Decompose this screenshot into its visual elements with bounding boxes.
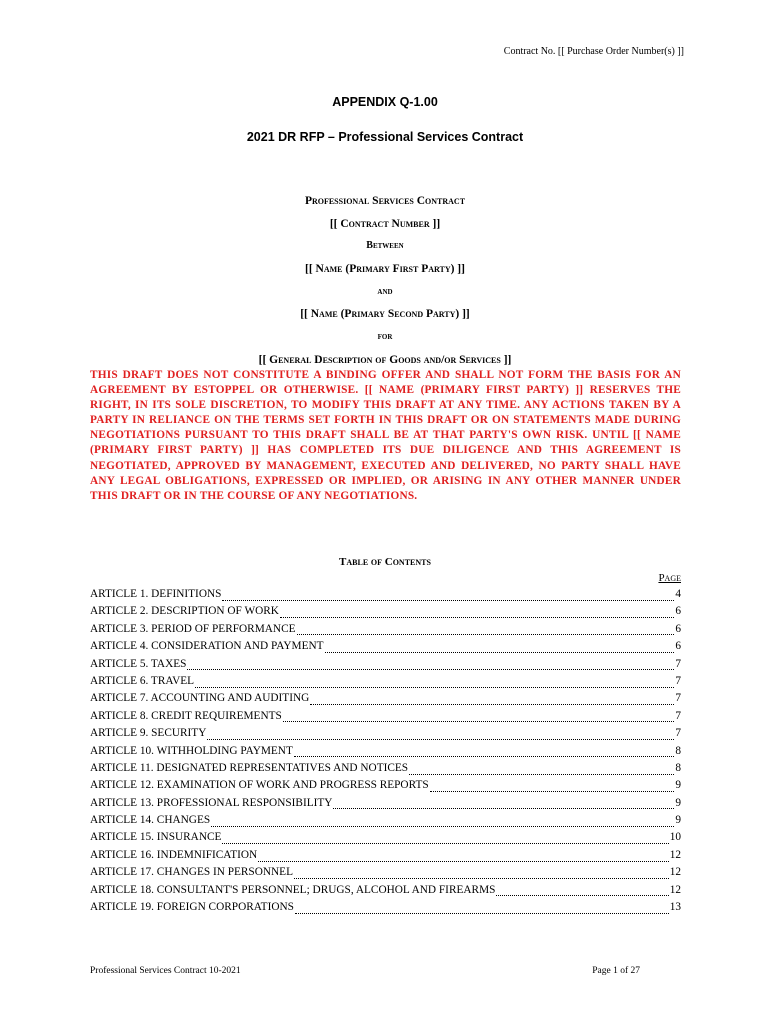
toc-entry-label: ARTICLE 18. CONSULTANT'S PERSONNEL; DRUGS, ALCOHOL AND FIREARMS: [90, 883, 496, 896]
toc-entry[interactable]: [90, 640, 681, 657]
toc-entry[interactable]: [90, 675, 681, 692]
toc-entry-page: 10: [669, 831, 681, 844]
toc-entry-page: 9: [675, 814, 681, 827]
toc-entry[interactable]: [90, 658, 681, 675]
toc-dot-leader: [294, 869, 669, 879]
second-party-placeholder: [[ Name (Primary Second Party) ]]: [300, 308, 470, 321]
toc-entry-page: 7: [675, 709, 681, 722]
toc-dot-leader: [280, 608, 674, 618]
toc-entry-page: 8: [675, 744, 681, 757]
first-party-placeholder: [[ Name (Primary First Party) ]]: [305, 263, 465, 276]
toc-dot-leader: [496, 886, 668, 896]
toc-entry[interactable]: [90, 884, 681, 901]
toc-entry-page: 7: [675, 674, 681, 687]
toc-entry-label: ARTICLE 17. CHANGES IN PERSONNEL: [90, 866, 293, 879]
toc-entry[interactable]: [90, 831, 681, 848]
toc-entry-page: 12: [669, 866, 681, 879]
toc-dot-leader: [195, 678, 674, 688]
toc-entry-page: 4: [675, 588, 681, 600]
appendix-title: APPENDIX Q-1.00: [332, 95, 438, 109]
toc-dot-leader: [333, 799, 674, 809]
toc-entry-label: ARTICLE 6. TRAVEL: [90, 674, 195, 687]
toc-dot-leader: [222, 834, 668, 844]
toc-entry-label: ARTICLE 8. CREDIT REQUIREMENTS: [90, 709, 282, 722]
toc-entry-label: ARTICLE 12. EXAMINATION OF WORK AND PROGRESS REPORTS: [90, 779, 429, 792]
toc-entry[interactable]: [90, 692, 681, 709]
toc-entry[interactable]: [90, 588, 681, 605]
between-label: Between: [366, 240, 404, 252]
contract-type: Professional Services Contract: [304, 195, 466, 207]
document-subtitle: 2021 DR RFP – Professional Services Contract: [246, 130, 524, 144]
and-label: and: [377, 285, 393, 297]
toc-entry[interactable]: [90, 727, 681, 744]
toc-entry-page: 7: [675, 692, 681, 705]
toc-dot-leader: [325, 643, 675, 653]
toc-entry[interactable]: [90, 797, 681, 814]
toc-entry-page: 6: [675, 640, 681, 653]
toc-entry-page: 12: [669, 883, 681, 896]
table-of-contents: [90, 588, 681, 918]
toc-entry-page: 12: [669, 848, 681, 861]
toc-entry[interactable]: [90, 779, 681, 796]
toc-dot-leader: [294, 747, 674, 757]
draft-disclaimer: THIS DRAFT DOES NOT CONSTITUTE A BINDING OFFER AND SHALL NOT FORM THE BASIS FOR AN AGREEMENT BY ESTOPPEL OR OTHERWISE. [[ NAME (PRIMARY FIRST PARTY) ]] RESERVES THE RIGHT, IN ITS SOLE DISCRETION, TO MODIFY THIS DRAFT AT ANY TIME. ANY ACTIONS TAKEN BY A PARTY IN RELIANCE ON THE TERMS SET FORTH IN THIS DRAFT OR ON STATEMENTS MADE DURING NEGOTIATIONS PURSUANT TO THIS DRAFT SHALL BE AT THAT PARTY'S OWN RISK. UNTIL [[ NAME (PRIMARY FIRST PARTY) ]] HAS COMPLETED ITS DUE DILIGENCE AND THIS AGREEMENT IS NEGOTIATED, APPROVED BY MANAGEMENT, EXECUTED AND DELIVERED, NO PARTY SHALL HAVE ANY LEGAL OBLIGATIONS, EXPRESSED OR IMPLIED, OR ARISING IN ANY OTHER MANNER UNDER THIS DRAFT OR IN THE COURSE OF ANY NEGOTIATIONS.: [90, 369, 681, 502]
toc-entry-page: 13: [669, 901, 681, 914]
toc-entry[interactable]: [90, 849, 681, 866]
toc-entry[interactable]: [90, 901, 681, 918]
toc-title: Table of Contents: [339, 556, 431, 568]
toc-dot-leader: [222, 591, 674, 601]
goods-services-placeholder: [[ General Description of Goods and/or Services ]]: [258, 353, 512, 366]
toc-entry-page: 8: [675, 761, 681, 774]
toc-entry[interactable]: [90, 814, 681, 831]
toc-entry-label: ARTICLE 5. TAXES: [90, 657, 187, 670]
toc-entry-label: ARTICLE 15. INSURANCE: [90, 831, 222, 844]
toc-entry-page: 7: [675, 657, 681, 670]
toc-entry-page: 6: [675, 605, 681, 618]
contract-number-header: Contract No. [[ Purchase Order Number(s) ]]: [503, 46, 684, 57]
toc-entry-label: ARTICLE 7. ACCOUNTING AND AUDITING: [90, 692, 310, 705]
toc-entry[interactable]: [90, 745, 681, 762]
footer-document-name: Professional Services Contract 10-2021: [90, 966, 241, 976]
toc-page-label: Page: [658, 572, 681, 584]
toc-entry-label: ARTICLE 19. FOREIGN CORPORATIONS: [90, 901, 294, 914]
toc-dot-leader: [207, 730, 674, 740]
toc-entry-label: ARTICLE 16. INDEMNIFICATION: [90, 848, 258, 861]
contract-number-placeholder: [[ Contract Number ]]: [329, 217, 441, 230]
toc-entry-page: 7: [675, 727, 681, 740]
contract-parties-block: [0, 190, 770, 372]
toc-dot-leader: [211, 817, 674, 827]
toc-entry[interactable]: [90, 866, 681, 883]
toc-entry-label: ARTICLE 10. WITHHOLDING PAYMENT: [90, 744, 293, 757]
toc-entry-label: ARTICLE 1. DEFINITIONS: [90, 588, 222, 600]
footer-page-number: Page 1 of 27: [592, 966, 640, 976]
toc-entry-label: ARTICLE 14. CHANGES: [90, 814, 211, 827]
toc-entry-label: ARTICLE 3. PERIOD OF PERFORMANCE: [90, 622, 296, 635]
toc-entry-label: ARTICLE 13. PROFESSIONAL RESPONSIBILITY: [90, 796, 333, 809]
toc-dot-leader: [310, 695, 674, 705]
toc-dot-leader: [295, 904, 669, 914]
toc-entry-label: ARTICLE 9. SECURITY: [90, 727, 207, 740]
toc-entry[interactable]: [90, 710, 681, 727]
toc-dot-leader: [297, 625, 675, 635]
toc-entry-page: 9: [675, 796, 681, 809]
toc-entry[interactable]: [90, 605, 681, 622]
toc-entry-label: ARTICLE 4. CONSIDERATION AND PAYMENT: [90, 640, 324, 653]
toc-entry-label: ARTICLE 2. DESCRIPTION OF WORK: [90, 605, 279, 618]
for-label: for: [377, 331, 393, 343]
toc-entry-page: 6: [675, 622, 681, 635]
toc-dot-leader: [258, 852, 669, 862]
toc-entry-label: ARTICLE 11. DESIGNATED REPRESENTATIVES AND NOTICES: [90, 761, 409, 774]
toc-dot-leader: [283, 712, 675, 722]
toc-dot-leader: [409, 765, 674, 775]
toc-dot-leader: [430, 782, 675, 792]
toc-dot-leader: [187, 660, 674, 670]
toc-entry[interactable]: [90, 762, 681, 779]
toc-entry[interactable]: [90, 623, 681, 640]
toc-entry-page: 9: [675, 779, 681, 792]
